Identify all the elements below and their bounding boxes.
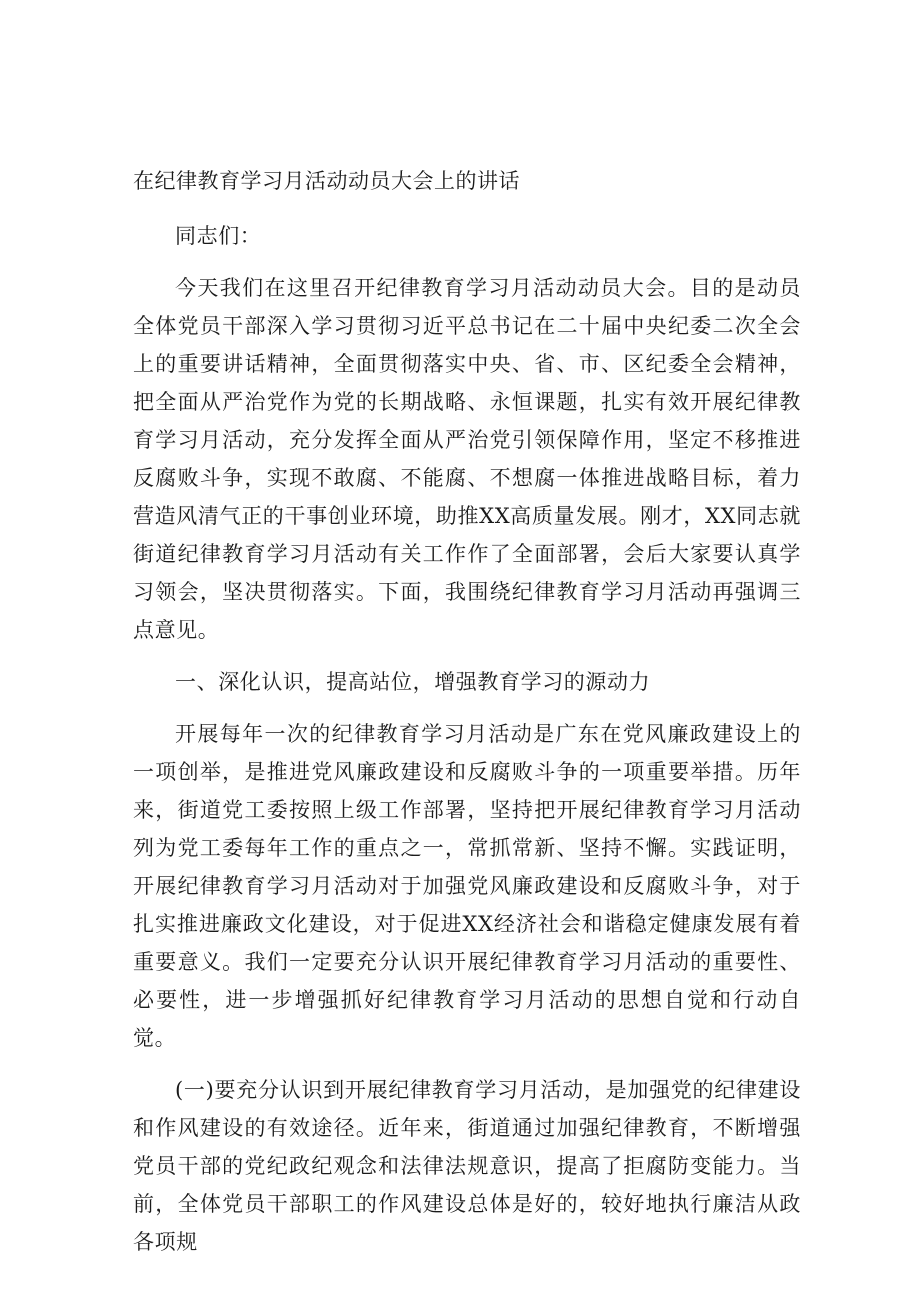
section-heading-1: 一、深化认识，提高站位，增强教育学习的源动力 bbox=[175, 670, 651, 694]
salutation: 同志们： bbox=[175, 224, 262, 248]
paragraph-section-1: 开展每年一次的纪律教育学习月活动是广东在党风廉政建设上的一项创举，是推进党风廉政建设和反腐败斗争的一项重要举措。历年来，街道党工委按照上级工作部署，坚持把开展纪律教育学习月活动列为党工委每年工作的重点之一，常抓常新、坚持不懈。实践证明，开展纪律教育学习月活动对于加强党风廉政建设和反腐败斗争，对于扎实推进廉政文化建设，对于促进XX经济社会和谐稳定健康发展有着重要意义。我们一定要充分认识开展纪律教育学习月活动的重要性、必要性，进一步增强抓好纪律教育学习月活动的思想自觉和行动自觉。 bbox=[133, 722, 801, 1050]
paragraph-subsection-1: (一)要充分认识到开展纪律教育学习月活动，是加强党的纪律建设和作风建设的有效途径。近年来，街道通过加强纪律教育，不断增强党员干部的党纪政纪观念和法律法规意识，提高了拒腐防变能力。当前，全体党员干部职工的作风建设总体是好的，较好地执行廉洁从政各项规 bbox=[133, 1078, 801, 1254]
document-body bbox=[133, 166, 801, 1275]
document-title: 在纪律教育学习月活动动员大会上的讲话 bbox=[133, 169, 520, 193]
paragraph-intro: 今天我们在这里召开纪律教育学习月活动动员大会。目的是动员全体党员干部深入学习贯彻习近平总书记在二十届中央纪委二次全会上的重要讲话精神，全面贯彻落实中央、省、市、区纪委全会精神，把全面从严治党作为党的长期战略、永恒课题，扎实有效开展纪律教育学习月活动，充分发挥全面从严治党引领保障作用，坚定不移推进反腐败斗争，实现不敢腐、不能腐、不想腐一体推进战略目标，着力营造风清气正的干事创业环境，助推XX高质量发展。刚才，XX同志就街道纪律教育学习月活动有关工作作了全面部署，会后大家要认真学习领会，坚决贯彻落实。下面，我围绕纪律教育学习月活动再强调三点意见。 bbox=[133, 276, 801, 642]
